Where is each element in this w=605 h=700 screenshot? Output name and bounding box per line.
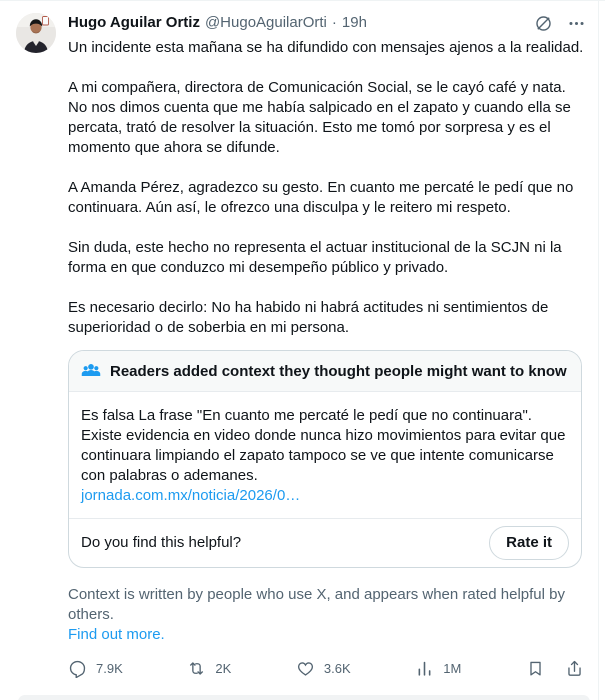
grok-icon[interactable] (534, 14, 553, 33)
meta-separator: · (331, 14, 337, 31)
tweet-paragraph: Es necesario decirlo: No ha habido ni habrá actitudes ni sentimientos de superioridad o de soberbia en mi persona. (68, 299, 549, 336)
community-note-title: Readers added context they thought people might want to know (110, 362, 567, 380)
views-icon (415, 659, 434, 678)
reply-count: 7.9K (96, 660, 123, 676)
note-helpful-row (69, 518, 581, 567)
author-name[interactable]: Hugo Aguilar Ortiz (68, 14, 200, 31)
community-note-body (69, 392, 581, 518)
tweet-main-column (68, 13, 586, 678)
reply-button[interactable] (68, 659, 123, 678)
tweet-header (68, 13, 586, 33)
tweet-text (68, 38, 586, 338)
rate-it-button[interactable]: Rate it (489, 526, 569, 560)
avatar-image (16, 13, 56, 53)
author-handle[interactable]: @HugoAguilarOrti (204, 14, 327, 31)
reply-icon (68, 659, 87, 678)
like-count: 3.6K (323, 660, 351, 676)
community-note-header (69, 351, 581, 392)
like-icon (296, 659, 315, 678)
tweet-secondary-actions (526, 659, 584, 678)
repost-button[interactable] (187, 659, 231, 678)
tweet-layout-row (0, 1, 605, 678)
header-actions (534, 14, 586, 33)
bookmark-icon[interactable] (526, 659, 545, 678)
timestamp[interactable]: 19h (341, 14, 367, 31)
note-context-footer (68, 585, 586, 645)
views-button[interactable] (415, 659, 461, 678)
find-out-more-link[interactable]: Find out more. (68, 626, 165, 643)
tweet-paragraph: Un incidente esta mañana se ha difundido con mensajes ajenos a la realidad. (68, 39, 584, 56)
more-icon[interactable] (567, 14, 586, 33)
community-note-text: Es falsa La frase "En cuanto me percaté le pedí que no continuara". Existe evidencia en video donde nunca hizo movimientos para evitar que continuara limpiando el zapato tampoco se ve que intente comunicarse con palabras o ademanes. (81, 407, 566, 484)
repost-count: 2K (215, 660, 232, 676)
helpful-question: Do you find this helpful? (81, 534, 242, 551)
share-icon[interactable] (565, 659, 584, 678)
next-element-peek (18, 695, 590, 700)
community-notes-people-icon (81, 361, 101, 381)
like-button[interactable] (296, 659, 351, 678)
community-note-link[interactable]: jornada.com.mx/noticia/2026/0… (81, 487, 301, 504)
tweet-paragraph: Sin duda, este hecho no representa el actuar institucional de la SCJN ni la forma en que conduzco mi desempeño público y privado. (68, 239, 562, 276)
avatar[interactable] (16, 13, 56, 53)
repost-icon (187, 659, 206, 678)
tweet-action-bar (68, 659, 586, 678)
community-note-card (68, 350, 582, 568)
timeline-column-border (598, 1, 599, 700)
view-count: 1M (443, 660, 462, 676)
tweet-paragraph: A Amanda Pérez, agradezco su gesto. En cuanto me percaté le pedí que no continuara. Aún así, le ofrezco una disculpa y le reitero mi respeto. (68, 179, 574, 216)
context-info-text: Context is written by people who use X, and appears when rated helpful by others. (68, 586, 565, 623)
tweet-paragraph: A mi compañera, directora de Comunicación Social, se le cayó café y nata. No nos dimos cuenta que me había salpicado en el zapato y cuando ella se percata, trató de resolver la situación. Esto me tomó por sorpresa y es el momento que ahora se difunde. (68, 79, 571, 156)
